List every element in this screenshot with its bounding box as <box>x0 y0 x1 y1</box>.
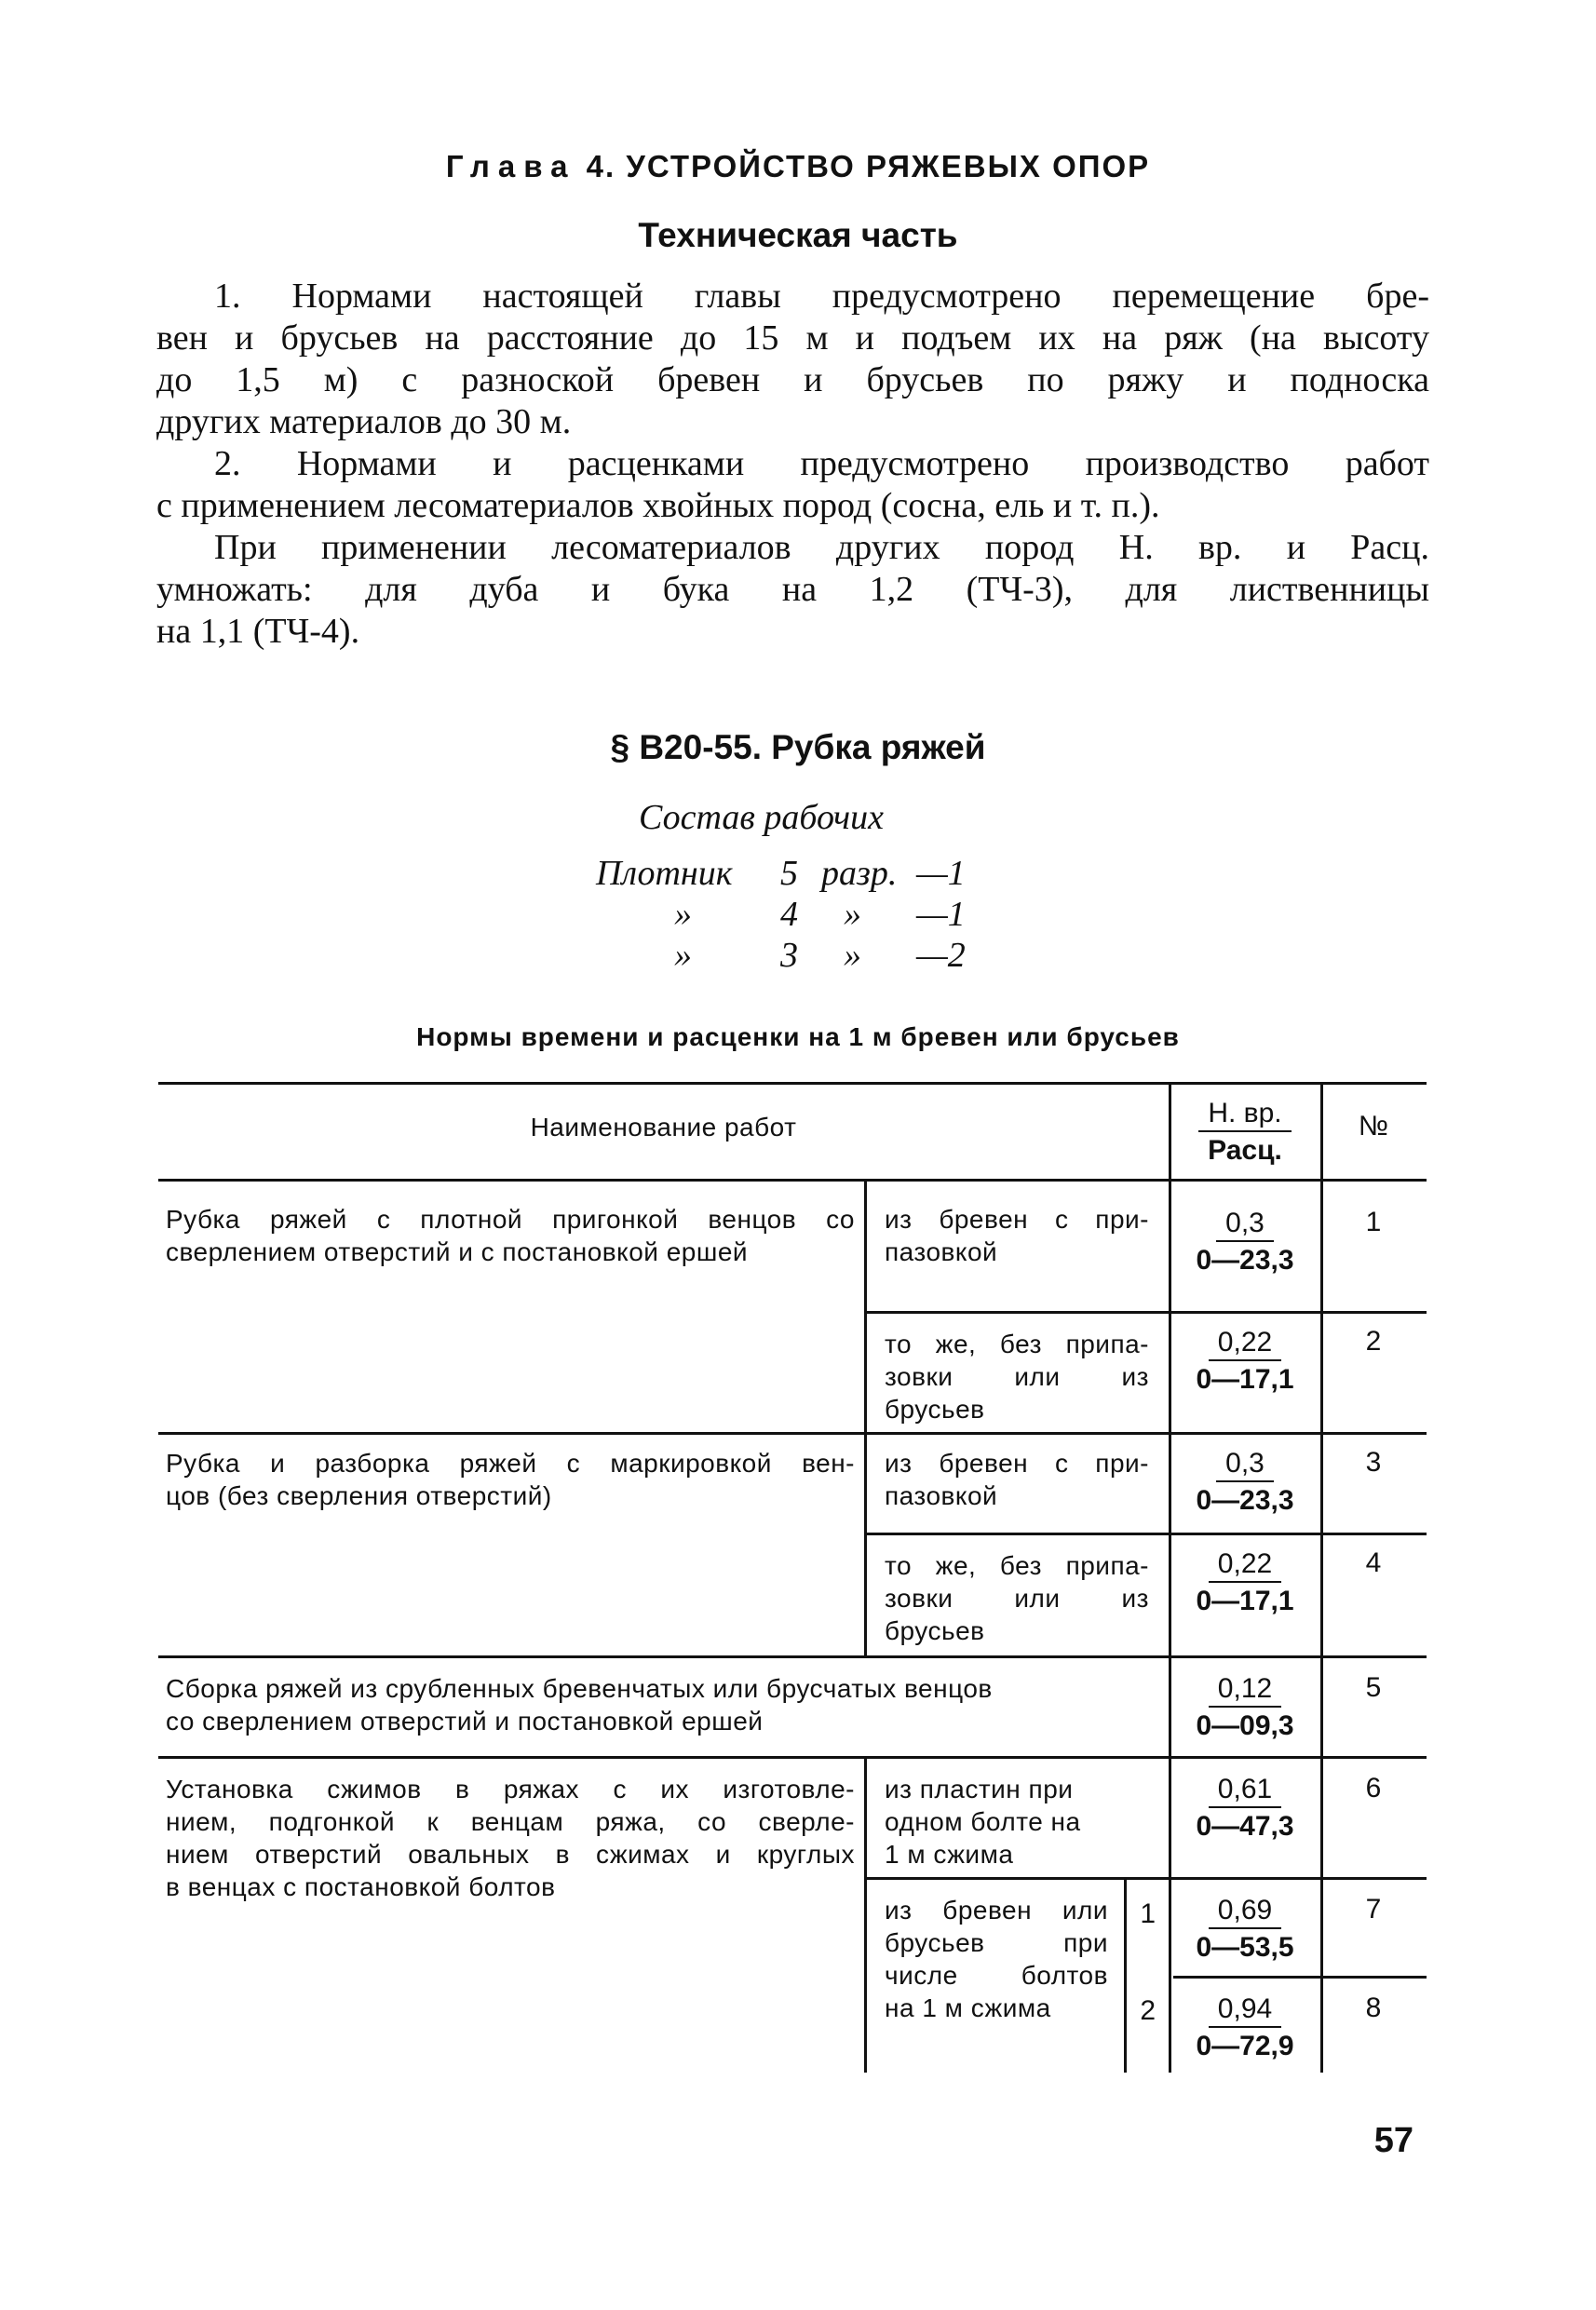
time-norm: 0,94 <box>1209 1993 1281 2028</box>
paragraph-line: умножать: для дуба и бука на 1,2 (ТЧ-3), для лиственницы <box>156 570 1429 609</box>
row-number: 5 <box>1365 1672 1382 1703</box>
row-number: 3 <box>1365 1447 1382 1478</box>
variant-line: брусьев при <box>885 1928 1108 1957</box>
rate-value: 0—17,1 <box>1196 1586 1294 1616</box>
crew-count: —1 <box>916 895 966 934</box>
technical-part-title: Техническая часть <box>638 216 958 254</box>
variant-line: брусьев <box>885 1395 985 1424</box>
variant-line: зовки или из <box>885 1362 1149 1391</box>
table-column-rule <box>864 1756 867 2073</box>
row-number: 1 <box>1365 1207 1382 1237</box>
crew-profession: » <box>674 936 692 975</box>
table-rule <box>866 1877 1427 1880</box>
variant-line: зовки или из <box>885 1584 1149 1613</box>
header-norm <box>1170 1097 1319 1169</box>
crew-unit: разр. <box>821 854 898 893</box>
work-line: сверлением отверстий и с постановкой ершей <box>166 1237 749 1266</box>
rate-value: 0—17,1 <box>1196 1364 1294 1395</box>
variant-line: из бревен с при- <box>885 1449 1149 1478</box>
work-line: в венцах с постановкой болтов <box>166 1872 556 1901</box>
variant-line: числе болтов <box>885 1961 1108 1990</box>
paragraph-line: 1. Нормами настоящей главы предусмотрено перемещение бре- <box>214 277 1429 316</box>
paragraph-3 <box>156 527 1429 653</box>
work-variant <box>885 1203 1149 1268</box>
crew-grade: 3 <box>780 936 798 975</box>
row-number: 8 <box>1365 1993 1382 2023</box>
header-work-name: Наименование работ <box>530 1113 797 1141</box>
rate-value: 0—23,3 <box>1196 1245 1294 1276</box>
paragraph-line: При применении лесоматериалов других пород Н. вр. и Расц. <box>214 528 1429 567</box>
work-line: цов (без сверления отверстий) <box>166 1481 552 1510</box>
work-description <box>166 1447 855 1512</box>
table-rule <box>158 1432 1427 1435</box>
table-rule <box>866 1311 1427 1314</box>
time-norm: 0,22 <box>1209 1326 1281 1361</box>
norm-cell <box>1170 1894 1319 1966</box>
norm-cell <box>1170 1993 1319 2065</box>
variant-line: брусьев <box>885 1616 985 1645</box>
time-norm: 0,3 <box>1216 1447 1274 1482</box>
crew-grade: 5 <box>780 854 798 893</box>
variant-line: то же, без припа- <box>885 1330 1149 1358</box>
rate-value: 0—53,5 <box>1196 1932 1294 1963</box>
work-variant <box>885 1328 1149 1425</box>
header-norm-time: Н. вр. <box>1198 1097 1291 1132</box>
variant-line: из бревен с при- <box>885 1205 1149 1234</box>
time-norm: 0,61 <box>1209 1773 1281 1808</box>
work-description <box>166 1203 855 1268</box>
paragraph-line: 2. Нормами и расценками предусмотрено производство работ <box>214 444 1429 483</box>
variant-line: пазовкой <box>885 1237 998 1266</box>
norm-cell <box>1170 1773 1319 1845</box>
header-number: № <box>1358 1111 1389 1141</box>
table-rule <box>158 1082 1427 1085</box>
time-norm: 0,12 <box>1209 1672 1281 1708</box>
crew-title: Состав рабочих <box>639 798 884 837</box>
row-number: 7 <box>1365 1894 1382 1925</box>
work-line: Установка сжимов в ряжах с их изготовле- <box>166 1775 855 1803</box>
rate-value: 0—72,9 <box>1196 2031 1294 2061</box>
work-variant <box>885 1894 1108 2024</box>
crew-grade: 4 <box>780 895 798 934</box>
norm-cell <box>1170 1672 1319 1745</box>
row-number: 4 <box>1365 1547 1382 1578</box>
rate-value: 0—47,3 <box>1196 1811 1294 1842</box>
crew-unit: » <box>844 936 861 975</box>
chapter-title <box>0 149 1596 184</box>
section-title: § В20-55. Рубка ряжей <box>610 728 986 766</box>
variant-line: то же, без припа- <box>885 1551 1149 1580</box>
row-number: 6 <box>1365 1773 1382 1803</box>
work-line: со сверлением отверстий и постановкой ершей <box>166 1707 764 1736</box>
rate-value: 0—09,3 <box>1196 1710 1294 1741</box>
table-rule <box>158 1756 1427 1759</box>
bolts-count: 1 <box>1140 1898 1156 1929</box>
work-variant <box>885 1549 1149 1647</box>
work-line: Рубка ряжей с плотной пригонкой венцов со <box>166 1205 855 1234</box>
table-column-rule <box>864 1179 867 1655</box>
paragraph-2 <box>156 443 1429 527</box>
variant-line: из бревен или <box>885 1896 1108 1925</box>
paragraph-line: вен и брусьев на расстояние до 15 м и подъем их на ряж (на высоту <box>156 318 1429 358</box>
norm-cell <box>1170 1326 1319 1398</box>
variant-line: на 1 м сжима <box>885 1993 1051 2022</box>
work-line: Сборка ряжей из срубленных бревенчатых или брусчатых венцов <box>166 1674 993 1703</box>
variant-line: одном болте на <box>885 1807 1081 1836</box>
paragraph-line: до 1,5 м) с разноской бревен и брусьев по ряжу и подноска <box>156 360 1429 399</box>
paragraph-1 <box>156 276 1429 443</box>
rate-value: 0—23,3 <box>1196 1485 1294 1516</box>
crew-profession: Плотник <box>596 854 733 893</box>
chapter-name: УСТРОЙСТВО РЯЖЕВЫХ ОПОР <box>626 149 1151 183</box>
time-norm: 0,69 <box>1209 1894 1281 1929</box>
crew-count: —1 <box>916 854 966 893</box>
norm-cell <box>1170 1207 1319 1279</box>
crew-unit: » <box>844 895 861 934</box>
row-number: 2 <box>1365 1326 1382 1357</box>
table-rule <box>158 1179 1427 1182</box>
crew-count: —2 <box>916 936 966 975</box>
header-rate: Расц. <box>1208 1135 1282 1166</box>
time-norm: 0,3 <box>1216 1207 1274 1242</box>
paragraph-line: других материалов до 30 м. <box>156 402 572 441</box>
work-line: Рубка и разборка ряжей с маркировкой вен- <box>166 1449 855 1478</box>
work-description <box>166 1773 855 1903</box>
bolts-count: 2 <box>1140 1995 1156 2026</box>
chapter-prefix: Глава <box>445 149 576 183</box>
page-number: 57 <box>1373 2121 1413 2160</box>
variant-line: из пластин при <box>885 1775 1074 1803</box>
work-line: нием, подгонкой к венцам ряжа, со сверле- <box>166 1807 855 1836</box>
paragraph-line: на 1,1 (ТЧ-4). <box>156 612 360 651</box>
chapter-number: 4. <box>586 149 616 183</box>
table-rule <box>866 1533 1427 1535</box>
variant-line: 1 м сжима <box>885 1840 1014 1869</box>
norm-cell <box>1170 1447 1319 1520</box>
paragraph-line: с применением лесоматериалов хвойных пород (сосна, ель и т. п.). <box>156 486 1160 525</box>
table-caption: Нормы времени и расценки на 1 м бревен или брусьев <box>416 1022 1180 1051</box>
work-line: нием отверстий овальных в сжимах и круглых <box>166 1840 855 1869</box>
work-variant <box>885 1773 1127 1871</box>
table-rule <box>158 1655 1427 1658</box>
time-norm: 0,22 <box>1209 1547 1281 1583</box>
table-rule <box>1173 1976 1427 1979</box>
crew-profession: » <box>674 895 692 934</box>
norm-cell <box>1170 1547 1319 1620</box>
work-description <box>166 1672 1162 1737</box>
variant-line: пазовкой <box>885 1481 998 1510</box>
work-variant <box>885 1447 1149 1512</box>
